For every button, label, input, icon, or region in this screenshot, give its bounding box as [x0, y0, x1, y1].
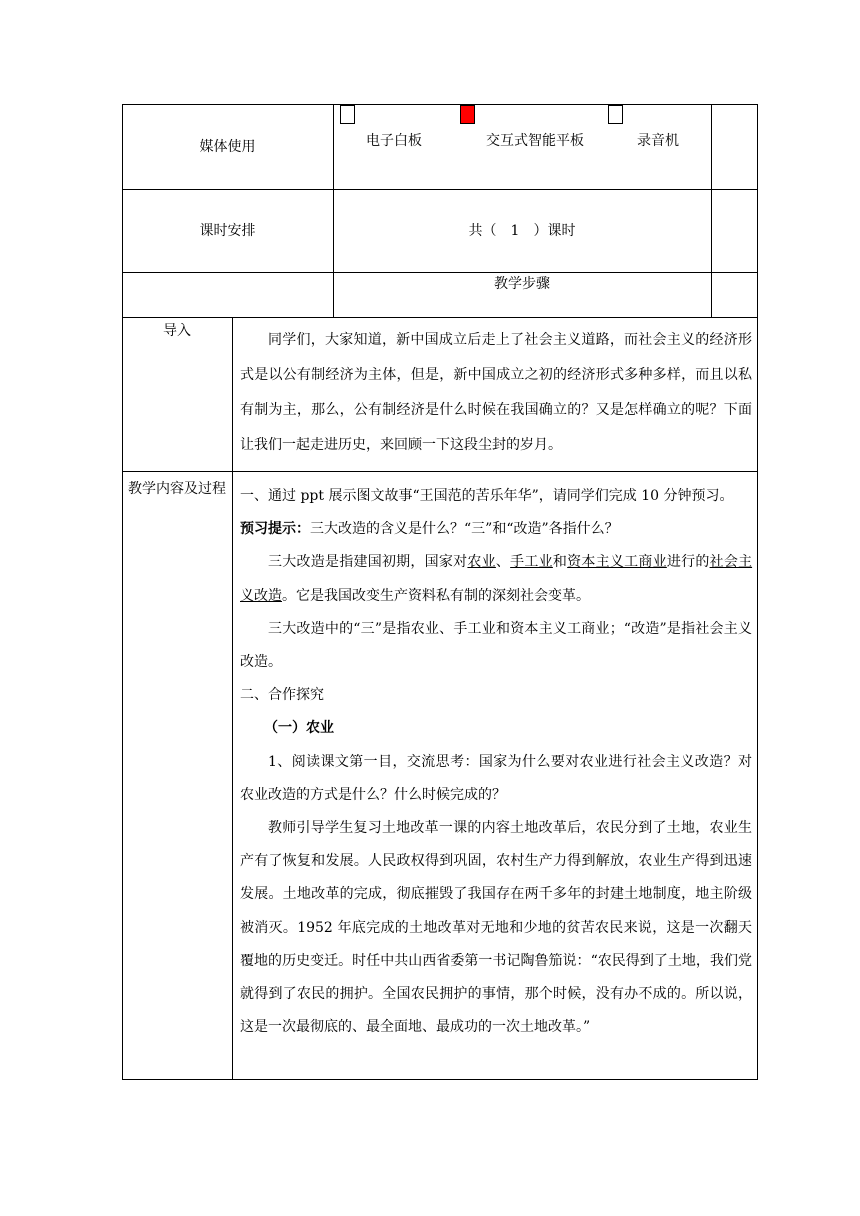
table-border-right	[757, 104, 758, 1079]
preview-hint-text: 三大改造的含义是什么？“三”和“改造”各指什么？	[310, 521, 619, 538]
content-body	[240, 480, 752, 1044]
p3-underline-agriculture: 农业	[467, 554, 496, 571]
p3-text-c: 和	[552, 554, 568, 571]
table-border-row3	[122, 317, 758, 318]
content-para-4: 三大改造中的“三”是指农业、手工业和资本主义工商业；“改造”是指社会主义改造。	[240, 620, 752, 671]
intro-label: 导入	[163, 323, 191, 339]
p3-text-a: 三大改造是指建国初期，国家对	[268, 554, 468, 571]
p3-text-d: 进行的	[666, 554, 710, 571]
table-divider-upper-2	[711, 104, 712, 317]
intro-text: 同学们，大家知道，新中国成立后走上了社会主义道路，而社会主义的经济形式是以公有制经济为主体，但是，新中国成立之初的经济形式多种多样，而且以私有制为主，那么，公有制经济是什么时候在我国确立的？又是怎样确立的呢？下面让我们一起走进历史，来回顾一下这段尘封的岁月。	[240, 332, 752, 453]
option-smart-tablet-label: 交互式智能平板	[486, 133, 584, 149]
p3-text-b: 、	[495, 554, 511, 571]
content-para-2	[240, 513, 752, 546]
steps-header: 教学步骤	[494, 276, 550, 292]
checkbox-whiteboard[interactable]	[340, 105, 355, 124]
table-border-top	[122, 104, 758, 105]
content-para-8: 教师引导学生复习土地改革一课的内容土地改革后，农民分到了土地，农业生产有了恢复和发展。人民政权得到巩固，农村生产力得到解放，农业生产得到迅速发展。土地改革的完成，彻底摧毁了我国存在两千多年的封建土地制度，地主阶级被消灭。1952 年底完成的土地改革对无地和少地的贫苦农民来说，这是一次翻天覆地的历史变迁。时任中共山西省委第一书记陶鲁笳说：“农民得到了土地，我们党就得到了农民的拥护。全国农民拥护的事情，那个时候，没有办不成的。所以说，这是一次最彻底的、最全面地、最成功的一次土地改革。”	[240, 820, 752, 1036]
table-border-left	[122, 104, 123, 1079]
table-border-bottom	[122, 1079, 758, 1080]
content-para-1: 一、通过 ppt 展示图文故事“王国范的苦乐年华”，请同学们完成 10 分钟预习。	[240, 488, 734, 504]
schedule-value: 共（ 1 ）课时	[468, 223, 576, 239]
p3-text-e: 。它是我国改变生产资料私有制的深刻社会变革。	[282, 587, 590, 604]
preview-hint-label: 预习提示：	[240, 521, 310, 538]
checkbox-smart-tablet[interactable]	[460, 105, 475, 124]
table-border-row2	[122, 272, 758, 273]
p3-underline-capitalist: 资本主义工商业	[567, 554, 667, 571]
option-whiteboard-label: 电子白板	[366, 133, 422, 149]
content-para-5: 二、合作探究	[240, 687, 324, 704]
content-label: 教学内容及过程	[128, 481, 226, 497]
p3-underline-socialist: 社会主义改造	[240, 554, 753, 604]
content-para-3	[240, 546, 752, 612]
content-para-7: 1、阅读课文第一目，交流思考：国家为什么要对农业进行社会主义改造？对农业改造的方式是什么？什么时候完成的？	[240, 753, 752, 803]
table-border-row1	[122, 189, 758, 190]
table-border-row4	[122, 471, 758, 472]
option-recorder-label: 录音机	[637, 133, 679, 149]
content-para-6: （一）农业	[264, 720, 334, 737]
p3-underline-handicraft: 手工业	[510, 554, 553, 571]
schedule-label: 课时安排	[199, 223, 256, 239]
checkbox-recorder[interactable]	[608, 105, 623, 124]
media-label: 媒体使用	[199, 139, 256, 155]
table-divider-lower	[232, 317, 233, 1079]
